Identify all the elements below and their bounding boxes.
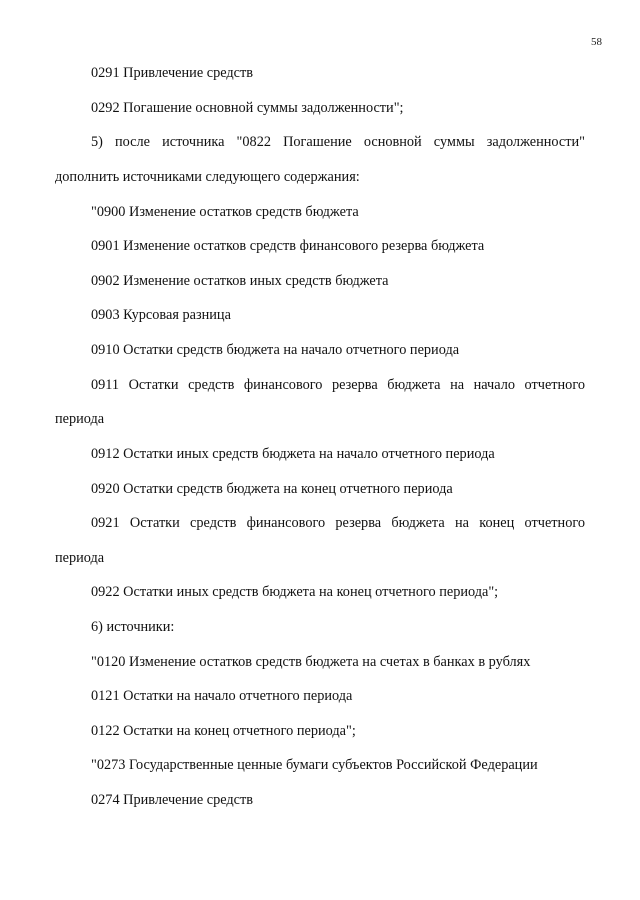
text-line: 0910 Остатки средств бюджета на начало отчетного периода — [91, 342, 460, 358]
text-line: 0122 Остатки на конец отчетного периода"; — [91, 723, 356, 739]
text-line: "0120 Изменение остатков средств бюджета на счетах в банках в рублях — [91, 654, 531, 670]
text-line: 0920 Остатки средств бюджета на конец отчетного периода — [91, 481, 453, 497]
text-line: 0292 Погашение основной суммы задолженности"; — [91, 100, 404, 116]
text-line: 0274 Привлечение средств — [91, 792, 254, 808]
text-line: 0912 Остатки иных средств бюджета на начало отчетного периода — [91, 446, 495, 462]
text-line: 5) после источника "0822 Погашение основной суммы задолженности" — [91, 134, 585, 150]
text-line: 0901 Изменение остатков средств финансового резерва бюджета — [91, 238, 485, 254]
text-line: 0121 Остатки на начало отчетного периода — [91, 688, 353, 704]
page-number: 58 — [591, 36, 602, 48]
text-line: 0922 Остатки иных средств бюджета на конец отчетного периода"; — [91, 584, 499, 600]
text-line: периода — [55, 411, 105, 427]
text-line: "0273 Государственные ценные бумаги субъектов Российской Федерации — [91, 757, 538, 773]
text-line: 0911 Остатки средств финансового резерва бюджета на начало отчетного — [91, 377, 585, 393]
text-line: "0900 Изменение остатков средств бюджета — [91, 204, 359, 220]
text-line: 0291 Привлечение средств — [91, 65, 254, 81]
text-line: 6) источники: — [91, 619, 175, 635]
text-line: периода — [55, 550, 105, 566]
text-line: дополнить источниками следующего содержания: — [55, 169, 360, 185]
text-line: 0903 Курсовая разница — [91, 307, 231, 323]
text-line: 0921 Остатки средств финансового резерва бюджета на конец отчетного — [91, 515, 585, 531]
text-line: 0902 Изменение остатков иных средств бюджета — [91, 273, 389, 289]
